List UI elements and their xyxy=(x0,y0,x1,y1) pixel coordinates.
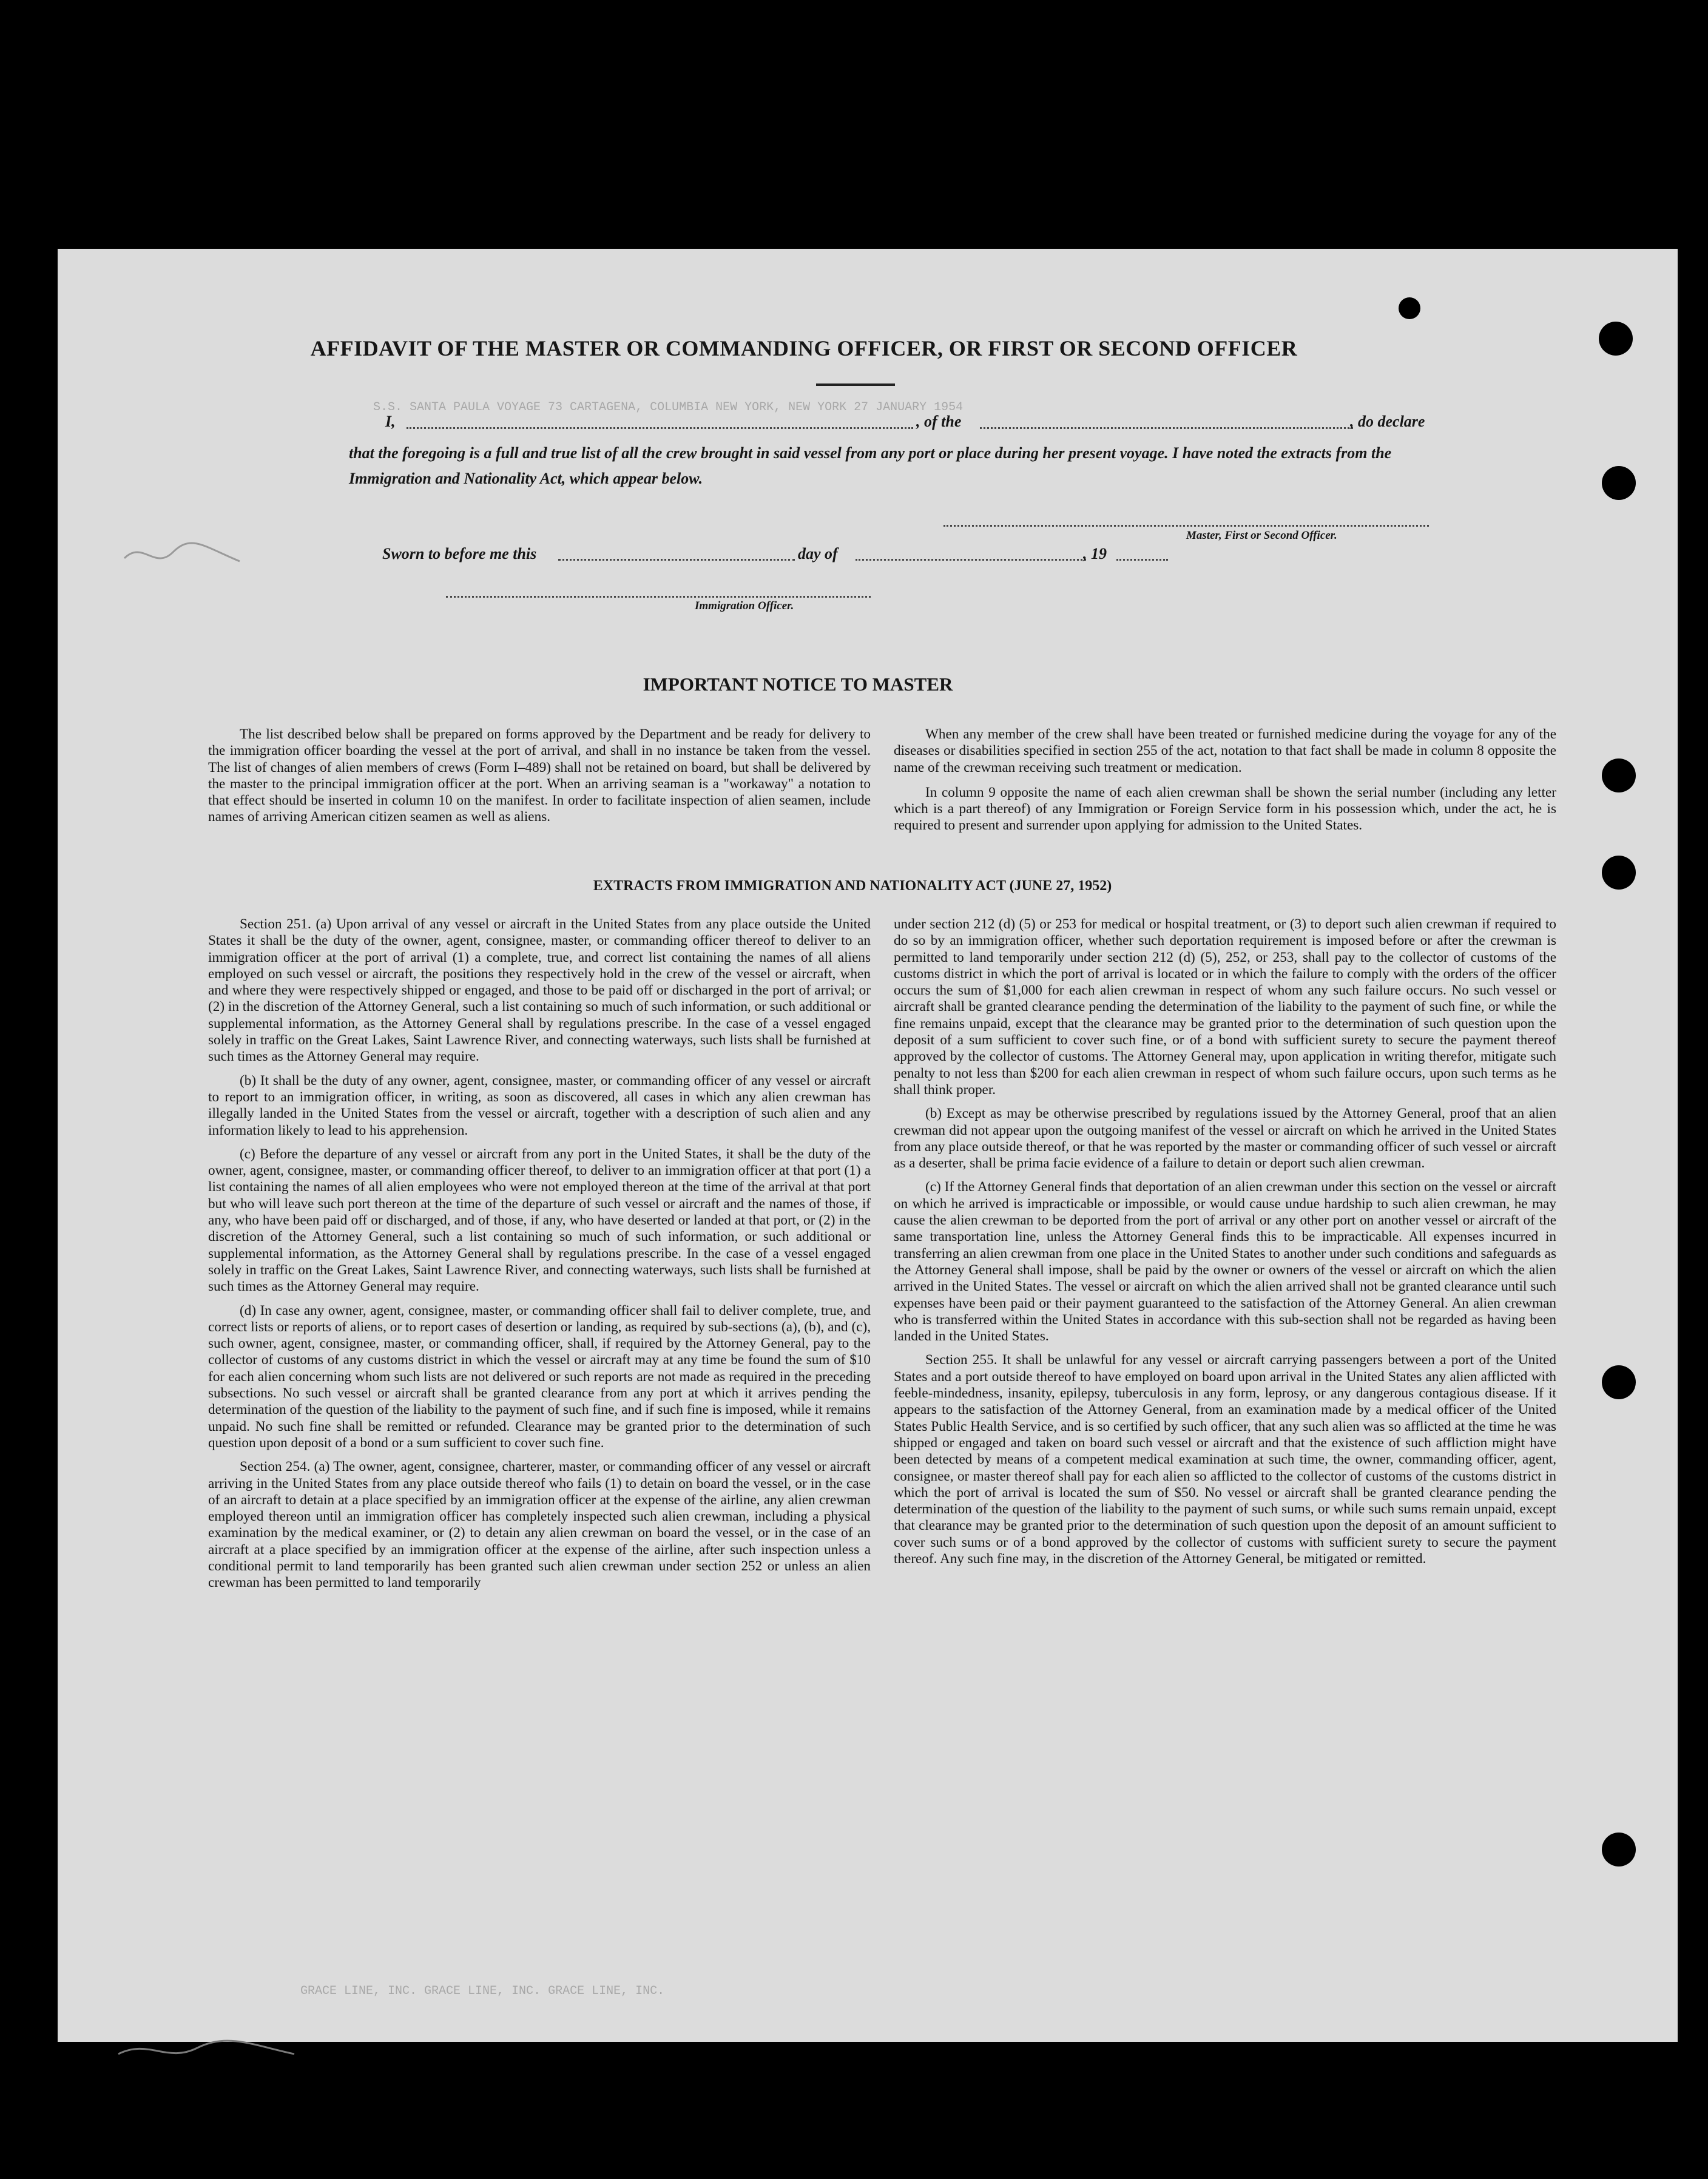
master-name-line xyxy=(407,427,913,429)
punch-hole xyxy=(1602,1833,1636,1867)
officer-signature-label: Immigration Officer. xyxy=(695,600,794,612)
sworn-month-line xyxy=(856,559,1086,561)
act-paragraph: Section 255. It shall be unlawful for any vessel or aircraft carrying passengers between a port of the United States and a port outside thereof to have employed on board upon arrival in the United States any alien afflicted with feeble-mindedness, insanity, epilepsy, tuberculosis in any form, leprosy, or any dangerous contagious disease. If it appears to the satisfaction of the Attorney General, from an examination made by a medical officer of the United States Public Health Service, and is so certified by such officer, that any such alien was so afflicted at the time he was shipped or engaged and taken on board such vessel or aircraft and that the existence of such affliction might have been detected by means of a competent medical examination at such time, the owner, commanding officer, agent, consignee, or master thereof shall pay for each alien so afflicted to the collector of customs of the customs district in which the port of arrival is located the sum of $50. No vessel or aircraft shall be granted clearance pending the determination of the question of the liability to the payment of such sums, or while such sums remain unpaid, except that clearance may be granted prior to the determination of such question upon the deposit of an amount sufficient to cover such sums or of a bond approved by the collector of customs with sufficient surety to secure the payment thereof. Any such fine may, in the discretion of the Attorney General, be mitigated or remitted. xyxy=(894,1352,1556,1567)
extracts-right-column xyxy=(894,916,1556,1567)
title-underline xyxy=(816,383,895,386)
year-label: , 19 xyxy=(1083,545,1107,562)
bleedthrough-vessel-line: S.S. SANTA PAULA VOYAGE 73 CARTAGENA, COLUMBIA NEW YORK, NEW YORK 27 JANUARY 1954 xyxy=(373,400,964,414)
punch-hole xyxy=(1602,758,1636,792)
extracts-left-column xyxy=(208,916,871,1592)
vessel-name-line xyxy=(980,427,1353,429)
act-paragraph: (b) It shall be the duty of any owner, agent, consignee, master, or commanding officer of any vessel or aircraft to report to an immigration officer, in writing, as soon as discovered, all cases in which any alien crewman has illegally landed in the United States from the vessel or aircraft, together with a description of such alien and any information likely to lead to his apprehension. xyxy=(208,1072,871,1138)
notice-left-column xyxy=(208,726,871,826)
notice-paragraph: When any member of the crew shall have been treated or furnished medicine during the voyage for any of the diseases or disabilities specified in section 255 of the act, notation to that fact shall be made in column 8 opposite the name of the crewman receiving such treatment or medication. xyxy=(894,726,1556,775)
act-paragraph: (d) In case any owner, agent, consignee, master, or commanding officer shall fail to deliver complete, true, and correct lists or reports of aliens, or to report cases of desertion or landing, as required by sub-sections (a), (b), and (c), such owner, agent, consignee, master, or commanding officer, shall, if required by the Attorney General, pay to the collector of customs of any customs district in which the vessel or aircraft may at any time be found the sum of $10 for each alien concerning whom such lists are not delivered or such reports are not made as required in the preceding subsections. No such vessel or aircraft shall be granted clearance from any port at which it arrives pending the determination of the question of the liability to the payment of such fine, and if such fine is imposed, while it remains unpaid. No such fine shall be remitted or refunded. Clearance may be granted prior to the determination of such question upon deposit of a bond or a sum sufficient to cover such fine. xyxy=(208,1302,871,1451)
act-paragraph: under section 212 (d) (5) or 253 for medical or hospital treatment, or (3) to deport such alien crewman if required to do so by an immigration officer, whether such deportation requirement is imposed before or after the crewman is permitted to land temporarily under section 212 (d) (5), 252, or 253, shall pay to the collector of customs of the customs district in which the port of arrival is located or in which the failure to comply with the orders of the officer occurs the sum of $1,000 for each alien crewman in respect of whom any such failure occurs. No such vessel or aircraft shall be granted clearance pending the determination of the liability to the payment of such fine, or while the fine remains unpaid, except that the clearance may be granted prior to the determination of such question upon the deposit of a sum sufficient to cover such fine, or of a bond with sufficient surety to secure the payment thereof approved by the collector of customs. The Attorney General may, upon application in writing therefor, mitigate such penalty to not less than $200 for each alien crewman in respect of whom such failure occurs, upon such terms as he shall think proper. xyxy=(894,916,1556,1098)
punch-hole xyxy=(1602,856,1636,890)
extracts-title: EXTRACTS FROM IMMIGRATION AND NATIONALITY ACT (JUNE 27, 1952) xyxy=(593,878,1112,894)
declare-do-declare-label: , do declare xyxy=(1350,413,1425,430)
punch-hole xyxy=(1399,297,1420,319)
master-signature-line xyxy=(943,525,1429,527)
punch-hole xyxy=(1599,322,1633,356)
punch-hole xyxy=(1602,1365,1636,1399)
notice-title: IMPORTANT NOTICE TO MASTER xyxy=(643,674,953,695)
notice-paragraph: In column 9 opposite the name of each alien crewman shall be shown the serial number (including any letter which is a part thereof) of any Immigration or Foreign Service form in his possession which, under the act, he is required to present and surrender upon applying for admission to the United States. xyxy=(894,784,1556,834)
sworn-label: Sworn to before me this xyxy=(382,545,537,562)
act-paragraph: (b) Except as may be otherwise prescribed by regulations issued by the Attorney General, proof that an alien crewman did not appear upon the outgoing manifest of the vessel or aircraft on which he arrived in the United States from any place outside thereof, or that he was reported by the master or commanding officer of such vessel or aircraft as a deserter, shall be prima facie evidence of a failure to detain or deport such alien crewman. xyxy=(894,1106,1556,1172)
act-paragraph: Section 251. (a) Upon arrival of any vessel or aircraft in the United States from any place outside the United States it shall be the duty of the owner, agent, consignee, master, or commanding officer thereof to deliver to an immigration officer at the port of arrival (1) a complete, true, and correct list containing the names of all aliens employed on such vessel or aircraft, the positions they respectively hold in the crew of the vessel or aircraft, when and where they were respectively shipped or engaged, and those to be paid off or discharged in the port of arrival; or (2) in the discretion of the Attorney General, such a list containing so much of such information, or such additional or supplemental information, as the Attorney General shall by regulations prescribe. In the case of a vessel engaged solely in traffic on the Great Lakes, Saint Lawrence River, and connecting waterways, such lists shall be furnished at such times as the Attorney General may require. xyxy=(208,916,871,1065)
sworn-day-line xyxy=(558,559,795,561)
notice-paragraph: The list described below shall be prepared on forms approved by the Department and be ready for delivery to the immigration officer boarding the vessel at the port of arrival, and shall in no instance be taken from the vessel. The list of changes of alien members of crews (Form I–489) shall not be retained on board, but shall be delivered by the master to the principal immigration officer at the port. When an arriving seaman is a "workaway" a notation to that effect should be inserted in column 10 on the manifest. In order to facilitate inspection of alien seamen, include names of arriving American citizen seamen as well as aliens. xyxy=(208,726,871,825)
affidavit-title: AFFIDAVIT OF THE MASTER OR COMMANDING OFFICER, OR FIRST OR SECOND OFFICER xyxy=(310,336,1298,360)
notice-right-column xyxy=(894,726,1556,834)
declare-of-the-label: , of the xyxy=(916,413,962,430)
day-of-label: day of xyxy=(798,545,838,562)
punch-hole xyxy=(1602,466,1636,500)
act-paragraph: Section 254. (a) The owner, agent, consignee, charterer, master, or commanding officer of any vessel or aircraft arriving in the United States from any place outside thereof who fails (1) to detain on board the vessel, or in the case of an aircraft to detain at a place specified by an immigration officer at the expense of the airline, any alien crewman employed thereon until an immigration officer has completely inspected such alien crewman, including a physical examination by the medical examiner, or (2) to detain any alien crewman on board the vessel, or in the case of an aircraft at a place specified by an immigration officer at the expense of the airline, after such inspection unless a conditional permit to land temporarily has been granted such alien crewman under section 252 or unless an alien crewman has been permitted to land temporarily xyxy=(208,1459,871,1591)
handwritten-signature-mark xyxy=(118,534,252,576)
master-signature-label: Master, First or Second Officer. xyxy=(1186,529,1337,542)
document-page xyxy=(58,249,1678,2042)
bleedthrough-footer-line: GRACE LINE, INC. GRACE LINE, INC. GRACE LINE, INC. xyxy=(300,1984,665,1998)
declare-i-label: I, xyxy=(385,413,396,430)
declare-statement: that the foregoing is a full and true list of all the crew brought in said vessel from any port or place during her present voyage. I have noted the extracts from the Immigration and Nationality Act, which appear below. xyxy=(349,444,1392,487)
act-paragraph: (c) If the Attorney General finds that deportation of an alien crewman under this section on the vessel or aircraft on which he arrived is impracticable or impossible, or would cause undue hardship to such alien crewman, he may cause the alien crewman to be deported from the port of arrival or any other port on another vessel or aircraft of the same transportation line, unless the Attorney General finds this to be impracticable. All expenses incurred in transferring an alien crewman from one place in the United States to another under such conditions and safeguards as the Attorney General shall impose, shall be paid by the owner or owners of the vessel or aircraft on which the alien arrived in the United States. The vessel or aircraft on which the alien arrived shall not be granted clearance until such expenses have been paid or their payment guaranteed to the satisfaction of the Attorney General. An alien crewman who is transferred within the United States in accordance with this sub-section shall not be regarded as having been landed in the United States. xyxy=(894,1179,1556,1345)
act-paragraph: (c) Before the departure of any vessel or aircraft from any port in the United States, it shall be the duty of the owner, agent, consignee, master, or commanding officer thereof, to deliver to an immigration officer at that port (1) a list containing the names of all alien employees who were not employed thereon at the time of the arrival at that port but who will leave such port thereon at the time of the departure of such vessel or aircraft and the names of those, if any, who have been paid off or discharged, and of those, if any, who have deserted or landed at that port, or (2) in the discretion of the Attorney General, such a list containing so much of such information, or such additional or supplemental information, as the Attorney General shall by regulations prescribe. In the case of a vessel engaged solely in traffic on the Great Lakes, Saint Lawrence River, and connecting waterways, such lists shall be furnished at such times as the Attorney General may require. xyxy=(208,1146,871,1295)
officer-signature-line xyxy=(446,596,871,598)
sworn-year-line xyxy=(1116,559,1168,561)
handwritten-signature-mark xyxy=(112,2033,306,2069)
